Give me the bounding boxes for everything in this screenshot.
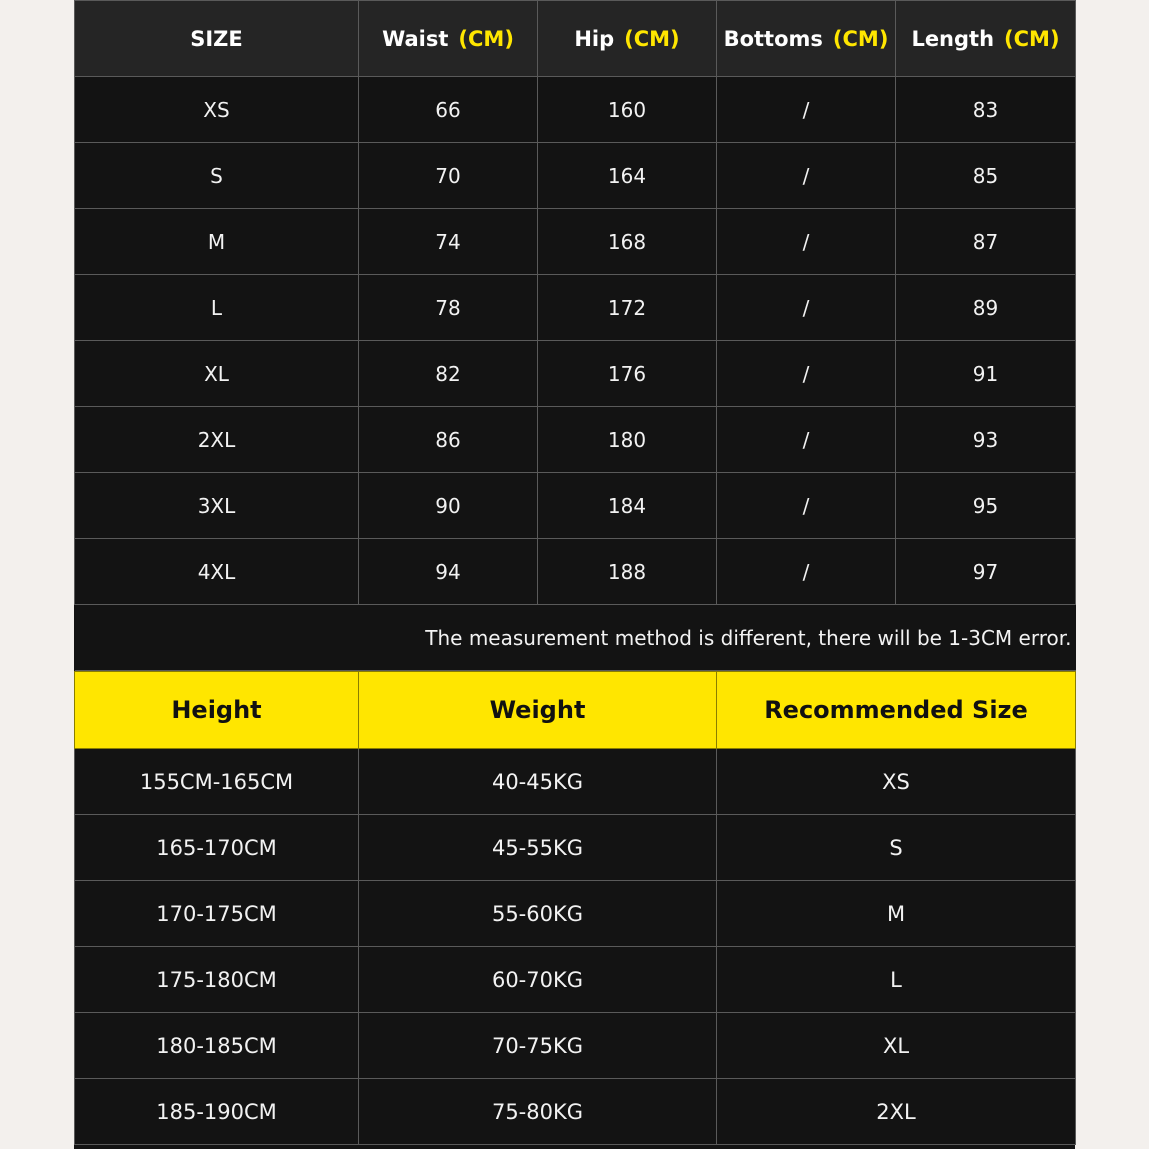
cell-length: 87 [896,209,1076,275]
cell-bottoms: / [717,209,896,275]
table-row [75,1013,1076,1079]
size-table-header-row [75,1,1076,77]
cell-size: 4XL [75,539,359,605]
cell-waist: 82 [359,341,538,407]
cell-hip: 172 [538,275,717,341]
cell-weight: 55-60KG [359,881,717,947]
cell-length: 85 [896,143,1076,209]
header-waist: Waist (CM) [359,1,538,77]
cell-hip: 176 [538,341,717,407]
header-unit: (CM) [1004,26,1060,51]
cell-size: XL [75,341,359,407]
cell-bottoms: / [717,539,896,605]
cell-size: XS [75,77,359,143]
recommend-header-row [75,672,1076,749]
cell-hip: 160 [538,77,717,143]
cell-weight: 60-70KG [359,947,717,1013]
cell-length: 93 [896,407,1076,473]
table-row [75,473,1076,539]
cell-height: 165-170CM [75,815,359,881]
cell-size: M [75,209,359,275]
table-row [75,881,1076,947]
table-row [75,749,1076,815]
cell-recommended-size: L [717,947,1076,1013]
header-recommended-size: Recommended Size [717,672,1076,749]
cell-height: 175-180CM [75,947,359,1013]
cell-waist: 90 [359,473,538,539]
cell-size: 3XL [75,473,359,539]
cell-length: 91 [896,341,1076,407]
cell-height: 185-190CM [75,1079,359,1145]
recommended-size-table [74,671,1076,1145]
cell-height: 170-175CM [75,881,359,947]
cell-length: 89 [896,275,1076,341]
cell-bottoms: / [717,341,896,407]
header-height: Height [75,672,359,749]
cell-height: 180-185CM [75,1013,359,1079]
size-chart [74,0,1075,1149]
table-row [75,815,1076,881]
table-row [75,539,1076,605]
size-measurement-table [74,0,1076,671]
header-bottoms: Bottoms (CM) [717,1,896,77]
cell-hip: 188 [538,539,717,605]
note-row [75,605,1076,671]
cell-hip: 180 [538,407,717,473]
table-row [75,77,1076,143]
cell-bottoms: / [717,473,896,539]
cell-weight: 75-80KG [359,1079,717,1145]
table-row [75,947,1076,1013]
cell-weight: 45-55KG [359,815,717,881]
cell-bottoms: / [717,407,896,473]
table-row [75,275,1076,341]
header-unit: (CM) [458,26,514,51]
table-row [75,341,1076,407]
cell-waist: 94 [359,539,538,605]
cell-waist: 78 [359,275,538,341]
cell-recommended-size: S [717,815,1076,881]
cell-hip: 168 [538,209,717,275]
header-length: Length (CM) [896,1,1076,77]
header-unit: (CM) [832,26,889,51]
cell-bottoms: / [717,275,896,341]
cell-recommended-size: M [717,881,1076,947]
cell-size: 2XL [75,407,359,473]
cell-waist: 86 [359,407,538,473]
cell-waist: 74 [359,209,538,275]
cell-bottoms: / [717,143,896,209]
cell-waist: 70 [359,143,538,209]
cell-length: 83 [896,77,1076,143]
header-weight: Weight [359,672,717,749]
cell-size: S [75,143,359,209]
table-row [75,209,1076,275]
cell-recommended-size: XL [717,1013,1076,1079]
cell-waist: 66 [359,77,538,143]
measurement-note: The measurement method is different, there will be 1-3CM error. [75,605,1076,671]
cell-recommended-size: XS [717,749,1076,815]
cell-weight: 70-75KG [359,1013,717,1079]
cell-length: 95 [896,473,1076,539]
header-size: SIZE [75,1,359,77]
header-hip: Hip (CM) [538,1,717,77]
cell-size: L [75,275,359,341]
header-unit: (CM) [624,26,680,51]
cell-height: 155CM-165CM [75,749,359,815]
cell-length: 97 [896,539,1076,605]
cell-hip: 164 [538,143,717,209]
cell-bottoms: / [717,77,896,143]
table-row [75,407,1076,473]
cell-hip: 184 [538,473,717,539]
table-row [75,143,1076,209]
cell-weight: 40-45KG [359,749,717,815]
table-row [75,1079,1076,1145]
cell-recommended-size: 2XL [717,1079,1076,1145]
